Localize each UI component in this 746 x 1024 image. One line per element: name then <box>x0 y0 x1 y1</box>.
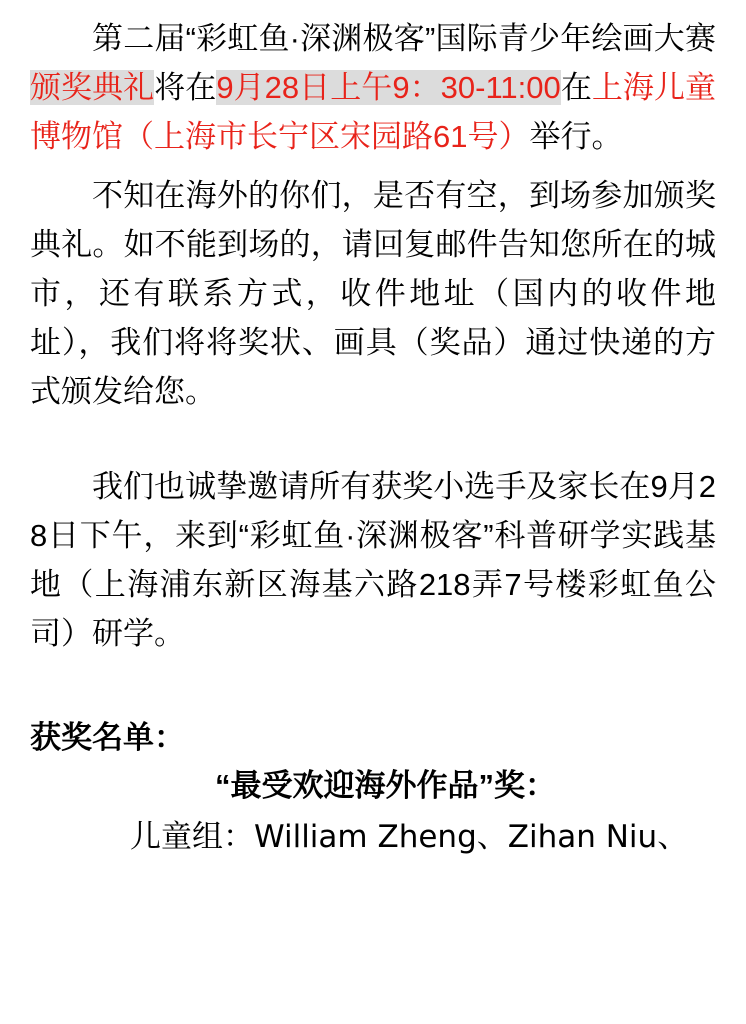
spacer-3 <box>30 658 716 716</box>
paragraph-attendance-request: 不知在海外的你们，是否有空，到场参加颁奖典礼。如不能到场的，请回复邮件告知您所在的城市，还有联系方式，收件地址（国内的收件地址），我们将将奖状、画具（奖品）通过快递的方式颁发给您。 <box>30 178 716 409</box>
highlight-datetime: 9月28日上午9：30-11:00 <box>216 70 561 105</box>
winners-list-heading: 获奖名单： <box>30 720 185 755</box>
paragraph-ceremony-announcement <box>30 14 716 161</box>
spacer-1 <box>30 161 716 171</box>
award-category-title: “最受欢迎海外作品”奖： <box>215 768 556 803</box>
text-segment-1: 第二届“彩虹鱼·深渊极客”国际青少年绘画大赛 <box>92 21 716 56</box>
highlight-venue: 上海儿童博物馆（上海市长宁区宋园路61号） <box>30 70 717 154</box>
award-entry-children-group: 儿童组：William Zheng、Zihan Niu、 <box>130 819 689 855</box>
paragraph-study-tour-invite: 我们也诚挚邀请所有获奖小选手及家长在9月28日下午，来到“彩虹鱼·深渊极客”科普研学实践基地（上海浦东新区海基六路218弄7号楼彩虹鱼公司）研学。 <box>30 469 716 651</box>
text-segment-5: 在 <box>560 70 592 105</box>
highlight-award-ceremony: 颁奖典礼 <box>30 70 155 105</box>
text-segment-3: 将在 <box>154 70 217 105</box>
spacer-2 <box>30 416 716 462</box>
text-segment-7: 举行。 <box>529 119 623 154</box>
